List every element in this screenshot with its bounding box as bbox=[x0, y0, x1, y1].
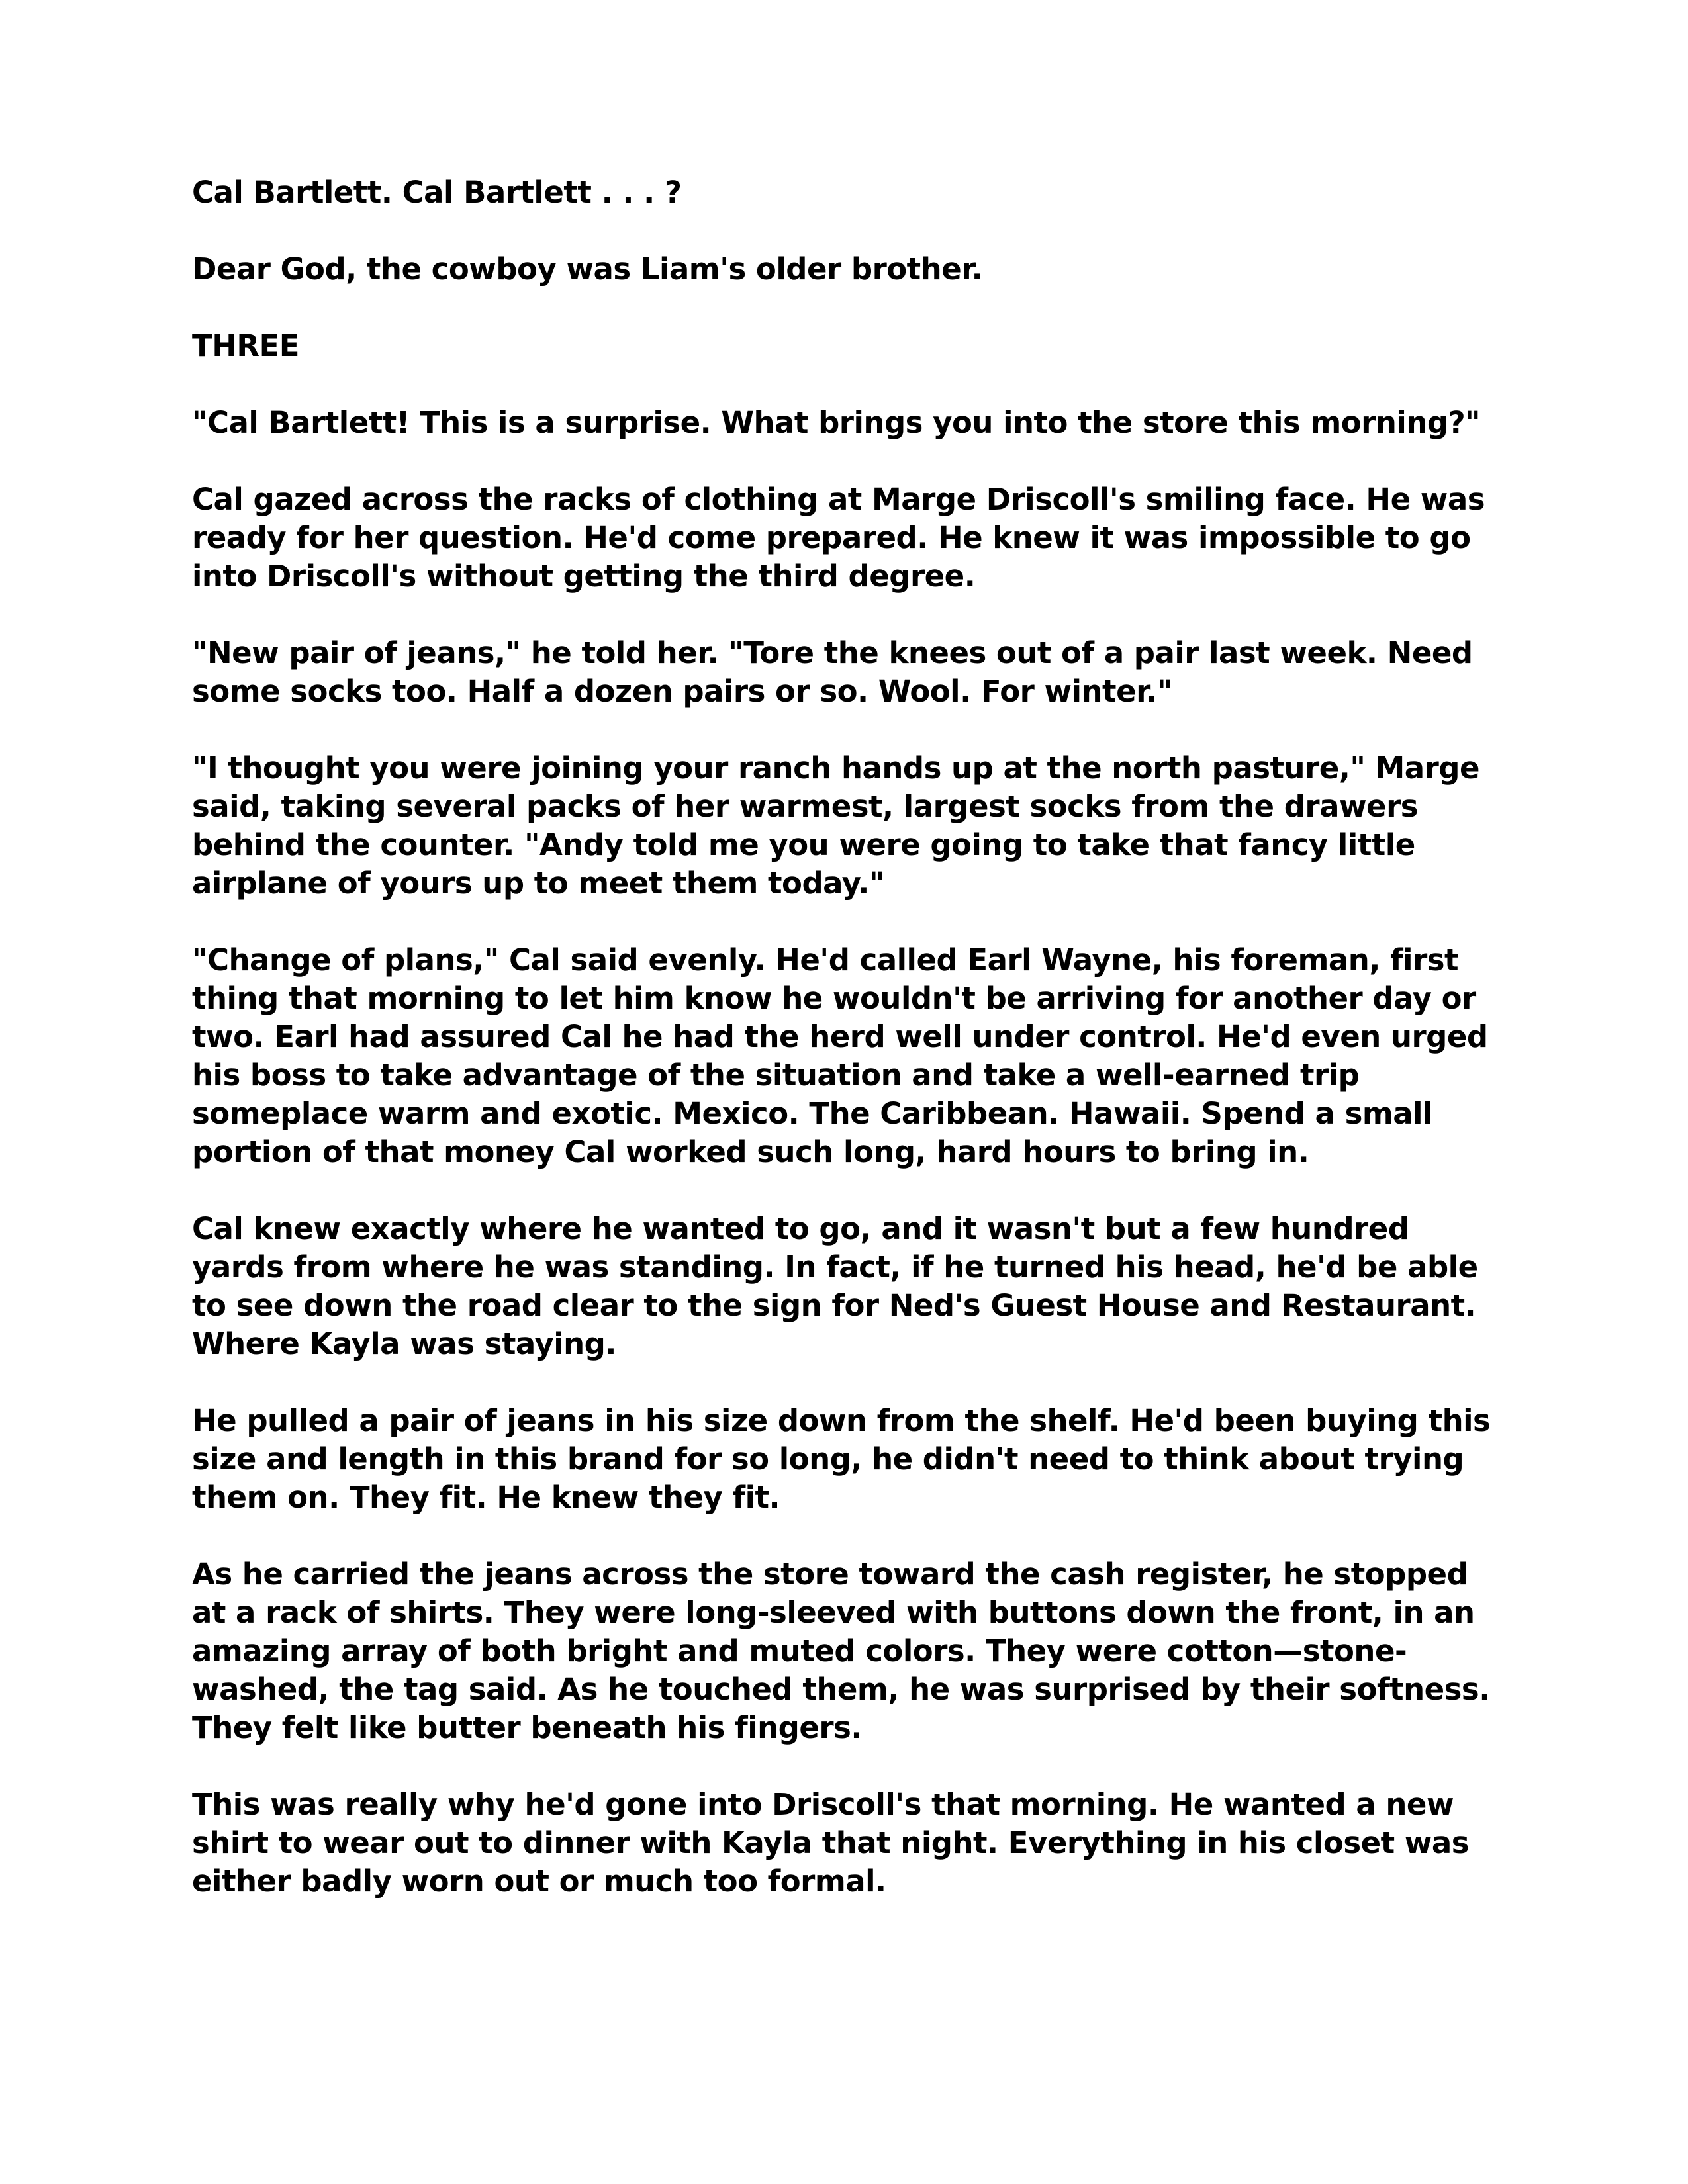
paragraph-4: Cal gazed across the racks of clothing at Marge Driscoll's smiling face. He was ready for her question. He'd come prepared. He knew it was impossible to go into Driscoll's without getting the third degree. bbox=[192, 482, 1485, 594]
paragraph-8: Cal knew exactly where he wanted to go, and it wasn't but a few hundred yards from where he was standing. In fact, if he turned his head, he'd be able to see down the road clear to the sign for Ned's Guest House and Restaurant. Where Kayla was staying. bbox=[192, 1211, 1478, 1361]
paragraph-6: "I thought you were joining your ranch hands up at the north pasture," Marge said, taking several packs of her warmest, largest socks from the drawers behind the counter. "Andy told me you were going to take that fancy little airplane of yours up to meet them today." bbox=[192, 751, 1480, 901]
body-text bbox=[192, 173, 1499, 1901]
paragraph-10: As he carried the jeans across the store toward the cash register, he stopped at a rack of shirts. They were long-sleeved with buttons down the front, in an amazing array of both bright and muted colors. They were cotton—stone-washed, the tag said. As he touched them, he was surprised by their softness. They felt like butter beneath his fingers. bbox=[192, 1557, 1490, 1745]
paragraph-5: "New pair of jeans," he told her. "Tore the knees out of a pair last week. Need some socks too. Half a dozen pairs or so. Wool. For winter." bbox=[192, 635, 1473, 709]
paragraph-2: Dear God, the cowboy was Liam's older brother. bbox=[192, 251, 983, 287]
chapter-heading: THREE bbox=[192, 328, 299, 363]
paragraph-7: "Change of plans," Cal said evenly. He'd called Earl Wayne, his foreman, first thing that morning to let him know he wouldn't be arriving for another day or two. Earl had assured Cal he had the herd well under control. He'd even urged his boss to take advantage of the situation and take a well-earned trip someplace warm and exotic. Mexico. The Caribbean. Hawaii. Spend a small portion of that money Cal worked such long, hard hours to bring in. bbox=[192, 942, 1488, 1169]
paragraph-1: Cal Bartlett. Cal Bartlett . . . ? bbox=[192, 175, 682, 210]
paragraph-11: This was really why he'd gone into Driscoll's that morning. He wanted a new shirt to wear out to dinner with Kayla that night. Everything in his closet was either badly worn out or much too formal. bbox=[192, 1787, 1470, 1899]
paragraph-9: He pulled a pair of jeans in his size down from the shelf. He'd been buying this size and length in this brand for so long, he didn't need to think about trying them on. They fit. He knew they fit. bbox=[192, 1403, 1491, 1515]
paragraph-3: "Cal Bartlett! This is a surprise. What brings you into the store this morning?" bbox=[192, 405, 1481, 440]
